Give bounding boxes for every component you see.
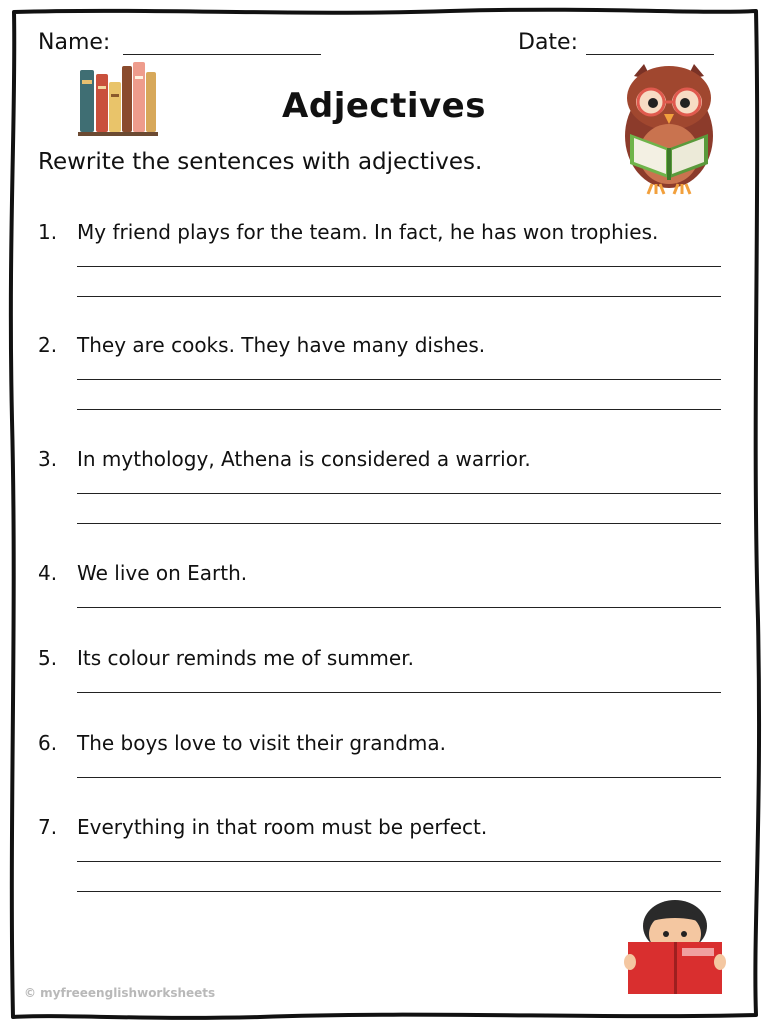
question-number: 1. xyxy=(38,220,58,244)
answer-line[interactable] xyxy=(77,777,721,778)
question-text: Its colour reminds me of summer. xyxy=(77,646,414,670)
question-text: They are cooks. They have many dishes. xyxy=(77,333,486,357)
watermark: © myfreeenglishworksheets xyxy=(24,986,216,1000)
question-number: 7. xyxy=(38,815,58,839)
question-number: 3. xyxy=(38,447,58,471)
answer-line[interactable] xyxy=(77,891,721,892)
answer-line[interactable] xyxy=(77,409,721,410)
owl-reading-icon xyxy=(616,56,722,196)
date-line xyxy=(586,54,714,55)
question-text: In mythology, Athena is considered a warrior. xyxy=(77,447,531,471)
page-title: Adjectives xyxy=(282,86,486,126)
answer-line[interactable] xyxy=(77,493,721,494)
answer-line[interactable] xyxy=(77,692,721,693)
answer-line[interactable] xyxy=(77,379,721,380)
question-number: 4. xyxy=(38,561,58,585)
name-label: Name: xyxy=(38,30,111,55)
answer-line[interactable] xyxy=(77,296,721,297)
instruction-text: Rewrite the sentences with adjectives. xyxy=(38,149,483,175)
answer-line[interactable] xyxy=(77,266,721,267)
answer-line[interactable] xyxy=(77,861,721,862)
question-text: Everything in that room must be perfect. xyxy=(77,815,488,839)
question-number: 2. xyxy=(38,333,58,357)
question-text: The boys love to visit their grandma. xyxy=(77,731,446,755)
answer-line[interactable] xyxy=(77,607,721,608)
answer-line[interactable] xyxy=(77,523,721,524)
question-number: 6. xyxy=(38,731,58,755)
question-text: We live on Earth. xyxy=(77,561,248,585)
child-reading-icon xyxy=(622,898,728,996)
question-number: 5. xyxy=(38,646,58,670)
name-line xyxy=(123,54,321,55)
question-text: My friend plays for the team. In fact, he has won trophies. xyxy=(77,220,659,244)
date-label: Date: xyxy=(518,30,578,55)
